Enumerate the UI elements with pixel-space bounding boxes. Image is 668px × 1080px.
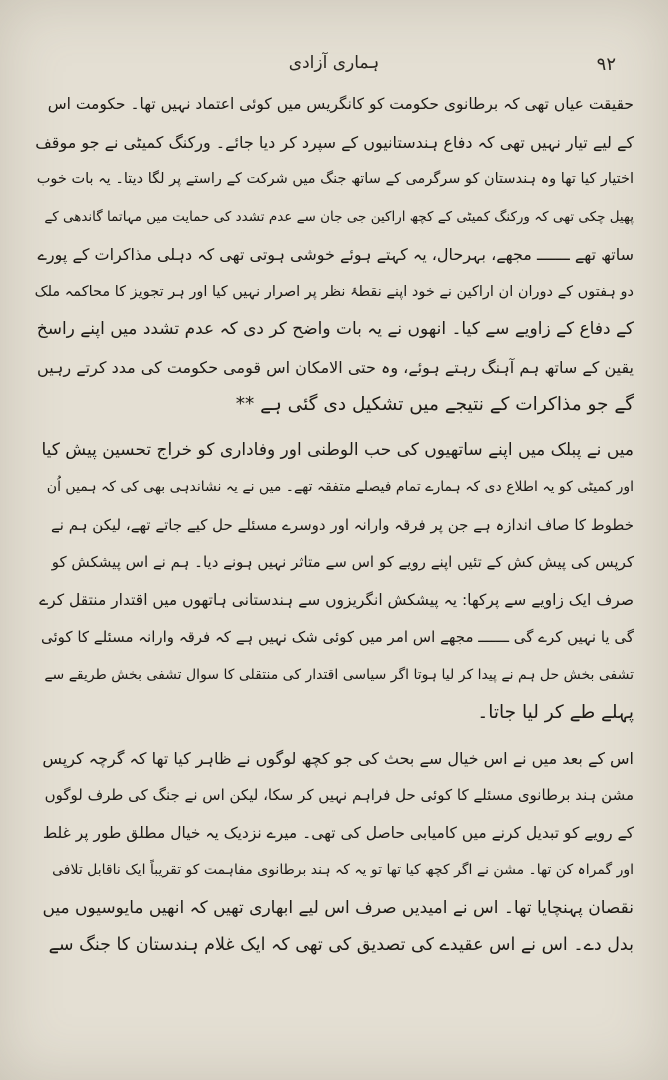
text-line: کے لیے تیار نہیں تھی کہ دفاع ہندستانیوں کے سپرد کر دیا جائے۔ ورکنگ کمیٹی نے جو موقف [35,132,634,152]
page-header [40,52,628,82]
text-line: یقین کے ساتھ ہم آہنگ رہتے ہوئے، وہ حتی الامکان اس قومی حکومت کی مدد کرتے رہیں [37,357,634,377]
paragraph-1 [34,86,634,424]
page-body [34,86,634,965]
text-line: خطوط کا صاف اندازہ ہے جن پر فرقہ وارانہ اور دوسرے مسئلے حل کیے جاتے تھے، لیکن ہم نے [51,515,634,534]
running-title: ہماری آزادی [288,53,380,73]
text-line: کے دفاع کے زاویے سے کیا۔ انھوں نے یہ بات واضح کر دی کہ عدم تشدد میں اپنے راسخ [36,319,634,339]
text-line: اس کے بعد میں نے اس خیال سے بحث کی جو کچھ لوگوں نے ظاہر کیا تھا کہ گرچہ کرپس [42,748,634,768]
text-line: بدل دے۔ اس نے اس عقیدے کی تصدیق کی تھی کہ ایک غلام ہندستان کا جنگ سے [48,935,634,955]
text-line: دو ہفتوں کے دوران ان اراکین نے خود اپنے نقطۂ نظر پر اصرار نہیں کیا اور ہر تجویز کا محاکمہ ملک [34,283,634,300]
text-line: پھیل چکی تھی کہ ورکنگ کمیٹی کے کچھ اراکین جی جان سے عدم تشدد کی حمایت میں مہاتما گاندھی کے [44,208,634,225]
text-line: تشفی بخش حل ہم نے پیدا کر لیا ہوتا اگر سیاسی اقتدار کی منتقلی کا سوال تشفی بخش طریقے سے [44,666,634,683]
text-line: میں نے پبلک میں اپنے ساتھیوں کی حب الوطنی اور وفاداری کو خراج تحسین پیش کیا [41,439,634,460]
text-line: پہلے طے کر لیا جاتا۔ [477,702,634,723]
text-line: اختیار کیا تھا وہ ہندستان کو سرگرمی کے ساتھ جنگ میں شرکت کے راستے پر لگا دیتا۔ یہ بات خوب [36,171,634,187]
text-line: کے رویے کو تبدیل کرنے میں کامیابی حاصل کی تھی۔ میرے نزدیک یہ خیال مطلق طور پر غلط [42,823,634,842]
text-line: ساتھ تھے ـــــــ مجھے، بہرحال، یہ کہتے ہوئے خوشی ہوتی تھی کہ دہلی مذاکرات کے پورے [37,245,634,264]
text-line: صرف ایک زاویے سے پرکھا: یہ پیشکش انگریزوں سے ہندستانی ہاتھوں میں اقتدار منتقل کرے [39,590,634,609]
text-line: گی یا نہیں کرے گی ـــــــ مجھے اس امر میں کوئی شک نہیں ہے کہ فرقہ وارانہ مسئلے کا کوئی [40,628,634,646]
page-number: ۹۲ [596,54,616,75]
text-line: نقصان پہنچایا تھا۔ اس نے امیدیں صرف اس لیے ابھاری تھیں کہ انھیں مایوسیوں میں [42,897,634,918]
paragraph-gap [34,732,634,740]
text-line: اور گمراہ کن تھا۔ مشن نے اگر کچھ کیا تھا تو یہ کہ ہند برطانوی مفاہمت کو تقریباً ایک ناقابل تلافی [52,862,634,878]
text-line: اور کمیٹی کو یہ اطلاع دی کہ ہمارے تمام فیصلے متفقہ تھے۔ میں نے یہ نشاندہی بھی کی کہ ہمیں اُن [46,479,634,495]
text-line: حقیقت عیاں تھی کہ برطانوی حکومت کو کانگریس میں کوئی اعتماد نہیں تھا۔ حکومت اس [47,95,634,113]
paragraph-gap [34,424,634,432]
text-line: گے جو مذاکرات کے نتیجے میں تشکیل دی گئی ہے ** [235,394,634,415]
paragraph-3 [34,740,634,965]
text-line: مشن ہند برطانوی مسئلے کا کوئی حل فراہم نہیں کر سکا، لیکن اس نے جنگ کی طرف لوگوں [44,786,634,804]
text-line: کرپس کی پیش کش کے تئیں اپنے رویے کو اس سے متاثر نہیں ہونے دیا۔ ہم نے اس پیشکش کو [51,553,634,571]
paragraph-2 [34,432,634,732]
